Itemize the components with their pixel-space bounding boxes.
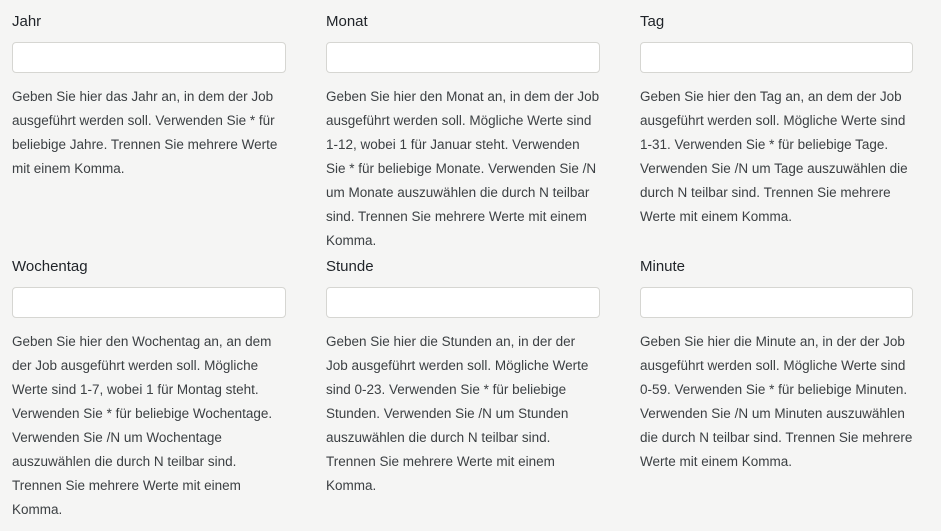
help-jahr: Geben Sie hier das Jahr an, in dem der Job ausgeführt werden soll. Verwenden Sie * für beliebige Jahre. Trennen Sie mehrere Werte mit einem Komma. — [12, 89, 278, 176]
field-tag — [628, 8, 941, 253]
help-tag: Geben Sie hier den Tag an, an dem der Job ausgeführt werden soll. Mögliche Werte sind 1-31. Verwenden Sie * für beliebige Tage. Verwenden Sie /N um Tage auszuwählen die durch N teilbar sind. Trennen Sie mehrere Werte mit einem Komma. — [640, 89, 908, 224]
label-wochentag: Wochentag — [12, 258, 88, 275]
help-wochentag: Geben Sie hier den Wochentag an, an dem der Job ausgeführt werden soll. Mögliche Werte sind 1-7, wobei 1 für Montag steht. Verwenden Sie * für beliebige Wochentage. Verwenden Sie /N um Wochentage auszuwählen die durch N teilbar sind. Trennen Sie mehrere Werte mit einem Komma. — [12, 334, 273, 517]
label-jahr: Jahr — [12, 13, 42, 30]
label-monat: Monat — [326, 13, 368, 30]
field-jahr — [0, 8, 314, 253]
label-minute: Minute — [640, 258, 686, 275]
field-monat — [314, 8, 628, 253]
help-monat: Geben Sie hier den Monat an, in dem der Job ausgeführt werden soll. Mögliche Werte sind 1-12, wobei 1 für Januar steht. Verwenden Sie * für beliebige Monate. Verwenden Sie /N um Monate auszuwählen die durch N teilbar sind. Trennen Sie mehrere Werte mit einem Komma. — [326, 89, 600, 248]
label-tag: Tag — [640, 13, 665, 30]
input-tag[interactable] — [640, 42, 913, 73]
input-jahr[interactable] — [12, 42, 286, 73]
label-stunde: Stunde — [326, 258, 374, 275]
help-stunde: Geben Sie hier die Stunden an, in der der Job ausgeführt werden soll. Mögliche Werte sind 0-23. Verwenden Sie * für beliebige Stunden. Verwenden Sie /N um Stunden auszuwählen die durch N teilbar sind. Trennen Sie mehrere Werte mit einem Komma. — [326, 334, 589, 493]
field-wochentag — [0, 253, 314, 522]
field-stunde — [314, 253, 628, 522]
input-wochentag[interactable] — [12, 287, 286, 318]
help-minute: Geben Sie hier die Minute an, in der der Job ausgeführt werden soll. Mögliche Werte sind 0-59. Verwenden Sie * für beliebige Minuten. Verwenden Sie /N um Minuten auszuwählen die durch N teilbar sind. Trennen Sie mehrere Werte mit einem Komma. — [640, 334, 913, 469]
input-stunde[interactable] — [326, 287, 600, 318]
input-minute[interactable] — [640, 287, 913, 318]
field-minute — [628, 253, 941, 522]
input-monat[interactable] — [326, 42, 600, 73]
